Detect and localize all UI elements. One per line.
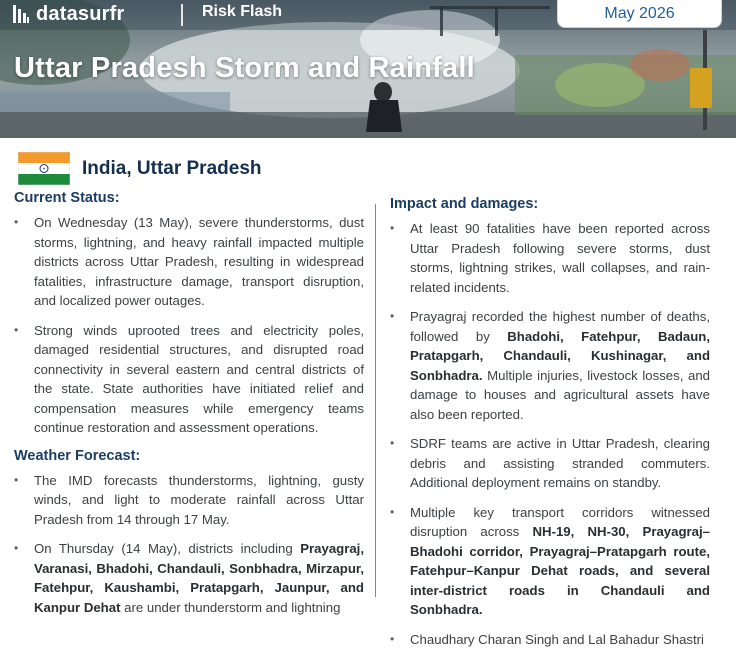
list-item: • The IMD forecasts thunderstorms, lightning, gusty winds, and light to moderate rainfall across Uttar Pradesh from 14 through 17 May. <box>14 471 364 530</box>
bullet-text: are under thunderstorm and lightning <box>120 599 341 615</box>
column-divider <box>375 204 376 597</box>
list-item <box>14 539 364 617</box>
bullet-text: On Thursday (14 May), districts including <box>34 541 301 556</box>
list-item: • Strong winds uprooted trees and electricity poles, damaged residential structures, and disrupted road connectivity in several eastern and central districts of the state. State authorities have initiated relief and compensation measures while emergency teams continue restoration and assessment operations. <box>14 321 364 438</box>
weather-forecast-heading: Weather Forecast: <box>14 447 141 464</box>
bullet-text: Prayagraj recorded the highest number of deaths, followed by <box>410 309 710 344</box>
list-item: • At least 90 fatalities have been reported across Uttar Pradesh following severe storms, dust storms, lightning strikes, wall collapses, and rain-related incidents. <box>390 219 710 297</box>
bullet-text: Multiple key transport corridors witnessed disruption across <box>410 504 710 539</box>
datasurfr-logo-icon <box>12 3 30 25</box>
product-name: Risk Flash <box>202 3 283 20</box>
india-flag-icon <box>18 152 70 185</box>
header-divider <box>181 4 183 26</box>
left-column <box>14 190 364 627</box>
page-title: Uttar Pradesh Storm and Rainfall <box>14 52 475 84</box>
list-item: • On Wednesday (13 May), severe thunderstorms, dust storms, lightning, and heavy rainfall impacted multiple districts across Uttar Pradesh, resulting in widespread fatalities, infrastructure damage, transport disruption, and localized power outages. <box>14 213 364 311</box>
right-column <box>390 196 710 659</box>
impact-list <box>390 219 710 649</box>
list-item: • SDRF teams are active in Uttar Pradesh, clearing debris and assisting stranded commuters. Additional deployment remains on standby. <box>390 434 710 493</box>
list-item: • Chaudhary Charan Singh and Lal Bahadur Shastri <box>390 630 710 650</box>
report-date: May 2026 <box>557 0 722 28</box>
current-status-heading: Current Status: <box>14 190 120 206</box>
location-name: India, Uttar Pradesh <box>82 157 262 179</box>
brand-logo <box>12 1 125 27</box>
impact-heading: Impact and damages: <box>390 196 539 212</box>
list-item <box>390 503 710 620</box>
location-row <box>18 152 262 185</box>
current-status-list <box>14 213 364 438</box>
district-list: Bhadohi, Fatehpur, Badaun, Pratapgarh, Chandauli, Kushinagar, and Sonbhadra. <box>410 328 710 383</box>
brand-name: datasurfr <box>36 2 125 25</box>
hero-banner <box>0 0 736 138</box>
district-list: Prayagraj, Varanasi, Bhadohi, Chandauli, Sonbhadra, Mirzapur, Fatehpur, Kaushambi, Pratapgarh, Jaunpur, and Kanpur Dehat <box>34 541 364 615</box>
list-item <box>390 307 710 424</box>
bullet-text: Multiple injuries, livestock losses, and damage to houses and agricultural assets have also been reported. <box>410 367 710 422</box>
weather-forecast-list <box>14 471 364 618</box>
corridor-list: NH-19, NH-30, Prayagraj–Bhadohi corridor, Prayagraj–Pratapgarh route, Fatehpur–Kanpur Dehat roads, and several inter-district roads in Chandauli and Sonbhadra. <box>410 524 710 617</box>
